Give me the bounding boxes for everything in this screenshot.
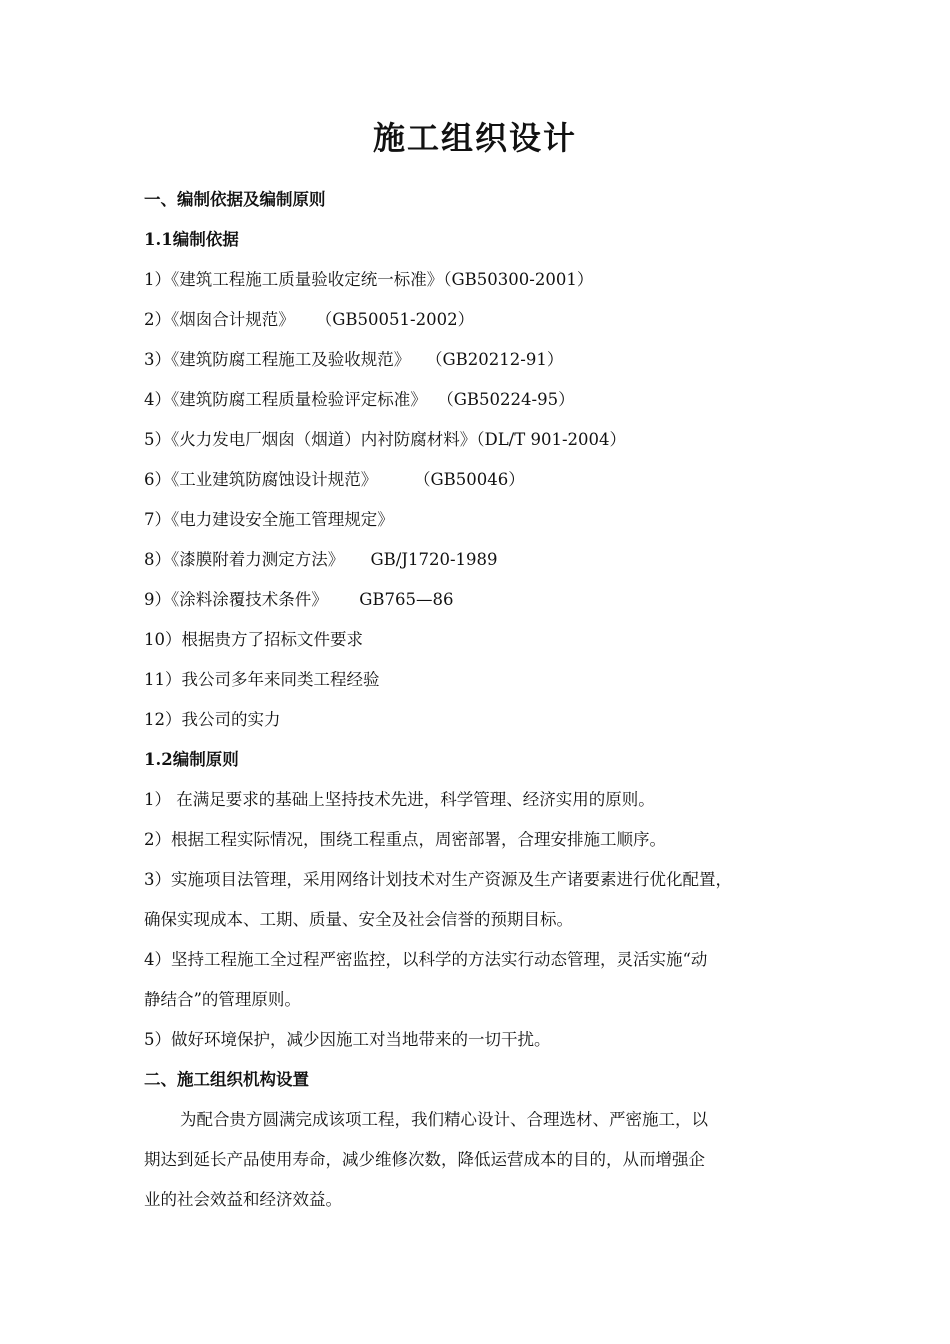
basis-item: 12）我公司的实力 xyxy=(144,710,281,729)
section-1-1-heading: 1.1编制依据 xyxy=(144,230,239,249)
basis-item: 1）《建筑工程施工质量验收定统一标准》（GB50300-2001） xyxy=(144,270,594,289)
paragraph-line: 业的社会效益和经济效益。 xyxy=(144,1190,342,1209)
document-title: 施工组织设计 xyxy=(372,119,577,157)
section-2-heading: 二、施工组织机构设置 xyxy=(144,1070,309,1089)
basis-item: 8）《漆膜附着力测定方法》 GB/J1720-1989 xyxy=(144,550,498,569)
principle-line: 4）坚持工程施工全过程严密监控，以科学的方法实行动态管理，灵活实施“动 xyxy=(144,950,708,969)
basis-item: 4）《建筑防腐工程质量检验评定标准》 （GB50224-95） xyxy=(144,390,575,409)
principle-line: 静结合”的管理原则。 xyxy=(144,990,301,1009)
section-1-2-heading: 1.2编制原则 xyxy=(144,750,239,769)
basis-item: 2）《烟囱合计规范》 （GB50051-2002） xyxy=(144,310,475,329)
basis-item: 10）根据贵方了招标文件要求 xyxy=(144,630,363,649)
basis-item: 7）《电力建设安全施工管理规定》 xyxy=(144,510,394,529)
principle-line: 2）根据工程实际情况，围绕工程重点，周密部署，合理安排施工顺序。 xyxy=(144,830,666,849)
basis-item: 11）我公司多年来同类工程经验 xyxy=(144,670,380,689)
basis-item: 6）《工业建筑防腐蚀设计规范》 （GB50046） xyxy=(144,470,525,489)
section-1-heading: 一、编制依据及编制原则 xyxy=(144,190,326,209)
paragraph-line: 为配合贵方圆满完成该项工程，我们精心设计、合理选材、严密施工，以 xyxy=(180,1110,708,1129)
basis-item: 5）《火力发电厂烟囱（烟道）内衬防腐材料》（DL/T 901-2004） xyxy=(144,430,627,449)
principle-line: 1） 在满足要求的基础上坚持技术先进，科学管理、经济实用的原则。 xyxy=(144,790,655,809)
basis-item: 9）《涂料涂覆技术条件》 GB765—86 xyxy=(144,590,454,609)
principle-line: 确保实现成本、工期、质量、安全及社会信誉的预期目标。 xyxy=(144,910,573,929)
paragraph-line: 期达到延长产品使用寿命，减少维修次数，降低运营成本的目的，从而增强企 xyxy=(144,1150,705,1169)
principle-line: 5）做好环境保护，减少因施工对当地带来的一切干扰。 xyxy=(144,1030,551,1049)
principle-line: 3）实施项目法管理，采用网络计划技术对生产资源及生产诸要素进行优化配置， xyxy=(144,870,732,889)
basis-item: 3）《建筑防腐工程施工及验收规范》 （GB20212-91） xyxy=(144,350,564,369)
